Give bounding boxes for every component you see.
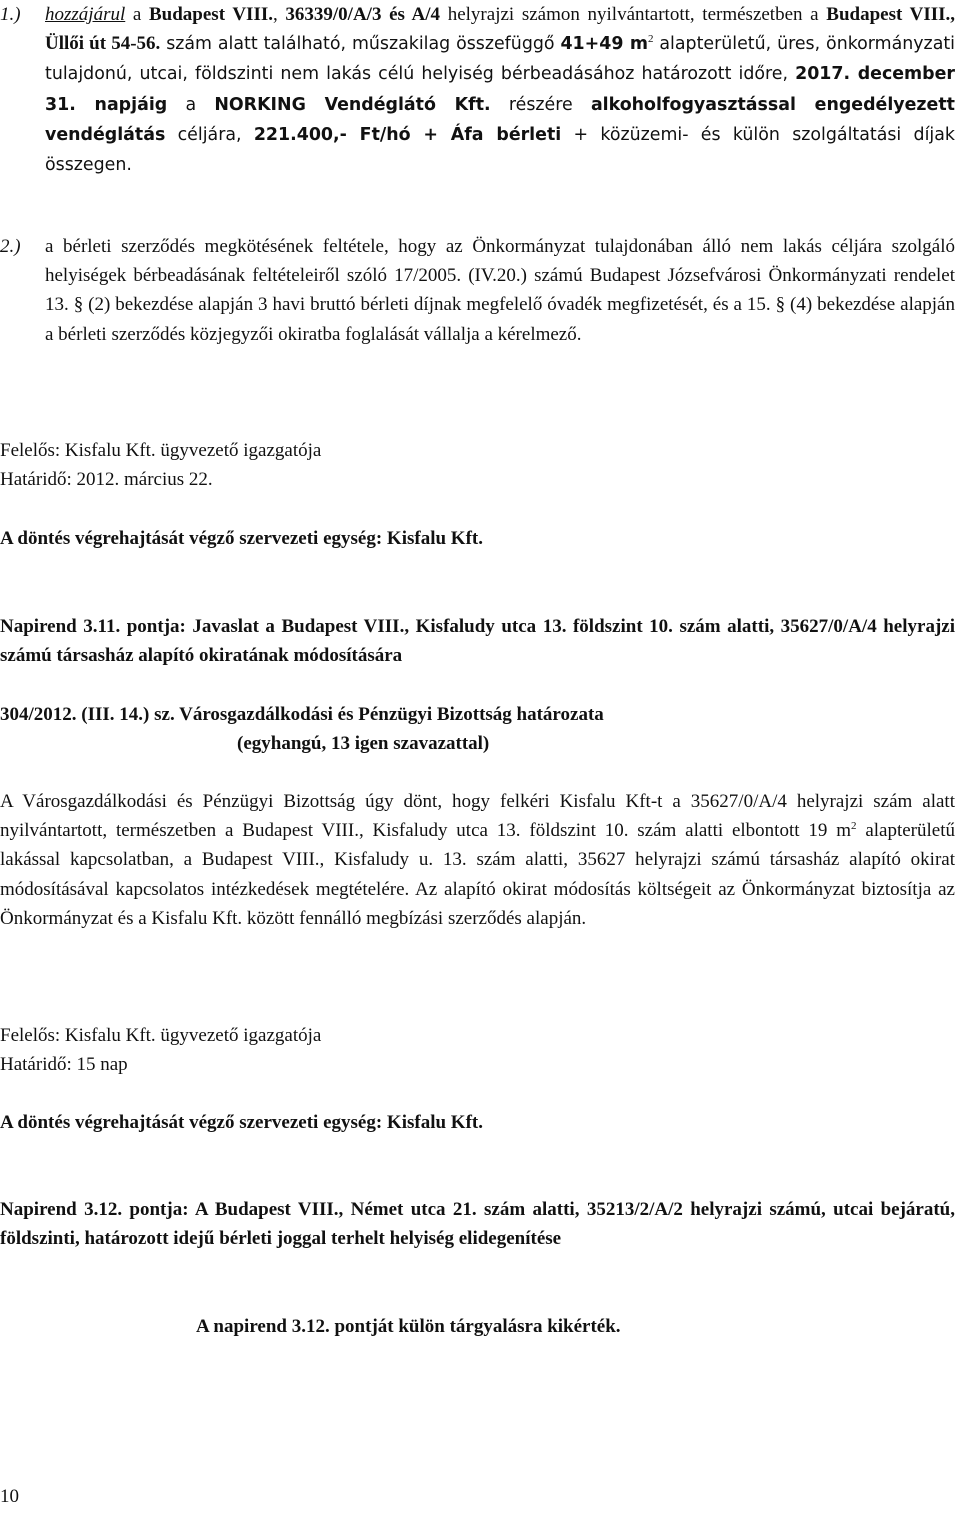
deadline-1: Határidő: 2012. március 22.: [0, 469, 213, 490]
resolution-item-1: [0, 0, 955, 180]
item-1-run: 221.400,- Ft/hó + Áfa bérleti: [253, 124, 562, 145]
superscript: 2: [647, 33, 654, 46]
item-1-number: 1.): [0, 4, 21, 25]
item-1-run: a: [167, 94, 215, 115]
executing-unit-1: A döntés végrehajtását végző szervezeti egység: Kisfalu Kft.: [0, 528, 483, 549]
agenda-3-11-heading: [0, 612, 955, 670]
resolution-title: 304/2012. (III. 14.) sz. Városgazdálkodási és Pénzügyi Bizottság határozata: [0, 704, 604, 725]
resolution-body-text: [0, 787, 955, 933]
resolution-item-2: [0, 232, 955, 349]
item-2-text: a bérleti szerződés megkötésének feltétele, hogy az Önkormányzat tulajdonában álló nem lakás céljára szolgáló helyiségek bérbeadásának feltételeiről szóló 17/2005. (IV.20.) számú Budapest Józsefvárosi Önkormányzati rendelet 13. § (2) bekezdése alapján 3 havi bruttó bérleti díjnak megfelelő óvadék megfizetését, és a 15. § (4) bekezdése alapján a bérleti szerződés közjegyzői okiratba foglalását vállalja a kérelmező.: [45, 236, 955, 345]
item-1-run: Budapest VIII., Üllői út 54-56.: [45, 4, 956, 55]
item-1-run: Budapest VIII.: [149, 4, 273, 25]
item-1-run: NORKING Vendéglátó Kft.: [214, 94, 491, 115]
item-2-paragraph: [0, 232, 955, 349]
body-part-b: alapterületű lakással kapcsolatban, a Budapest VIII., Kisfaludy u. 13. szám alatti, 35627 helyrajzi számú társasház alapító okirat módosításával kapcsolatos intézkedések megtételére. Az alapító okirat módosítás költségeit az Önkormányzat biztosítja az Önkormányzat és a Kisfalu Kft. között fennálló megbízási szerződés alapján.: [0, 820, 955, 929]
item-1-run: hozzájárul: [45, 4, 126, 25]
item-1-run: ,: [273, 4, 286, 25]
agenda-3-12-text: Napirend 3.12. pontja: A Budapest VIII., Német utca 21. szám alatti, 35213/2/A/2 helyrajzi számú, utcai bejáratú, földszinti, határozott idejű bérleti joggal terhelt helyiség elidegenítése: [0, 1199, 955, 1250]
executing-unit-2: A döntés végrehajtását végző szervezeti egység: Kisfalu Kft.: [0, 1112, 483, 1133]
agenda-3-11-text: Napirend 3.11. pontja: Javaslat a Budapest VIII., Kisfaludy utca 13. földszint 10. szám alatti, 35627/0/A/4 helyrajzi számú társasház alapító okiratának módosítására: [0, 616, 955, 667]
resolution-body: [0, 787, 955, 933]
item-1-run: alapterületű, üres, önkormányzati tulajdonú, utcai, földszinti nem lakás célú helyiség bérbeadásához határozott időre,: [45, 34, 955, 85]
agenda-3-12-heading: [0, 1195, 955, 1253]
deadline-2: Határidő: 15 nap: [0, 1054, 128, 1075]
item-1-run: a: [125, 4, 149, 25]
responsible-1: Felelős: Kisfalu Kft. ügyvezető igazgatója: [0, 440, 322, 461]
item-1-run: 41+49 m: [560, 34, 648, 55]
item-1-run: alkoholfogyasztással engedélyezett vendéglátás: [45, 94, 955, 145]
item-1-run: 36339/0/A/3 és A/4: [285, 4, 441, 25]
item-1-run: szám alatt található, műszakilag összefüggő: [160, 34, 561, 55]
superscript: 2: [850, 820, 857, 833]
item-2-number: 2.): [0, 236, 21, 257]
body-part-a: A Városgazdálkodási és Pénzügyi Bizottság úgy dönt, hogy felkéri Kisfalu Kft-t a 35627/0/A/4 helyrajzi szám alatt nyilvántartott, természetben a Budapest VIII., Kisfaludy utca 13. földszint 10. szám alatti elbontott 19 m: [0, 791, 955, 842]
vote-result: (egyhangú, 13 igen szavazattal): [237, 733, 490, 754]
item-1-paragraph: [0, 0, 955, 180]
item-1-run: részére: [490, 94, 591, 115]
item-1-run: helyrajzi számon nyilvántartott, természetben a: [440, 4, 827, 25]
separate-discussion-note: A napirend 3.12. pontját külön tárgyalásra kikérték.: [196, 1316, 621, 1337]
page-number: 10: [0, 1486, 19, 1507]
item-1-run: 2017. december 31. napjáig: [45, 64, 955, 115]
item-1-run: + közüzemi- és külön szolgáltatási díjak összegen.: [45, 124, 955, 176]
responsible-2: Felelős: Kisfalu Kft. ügyvezető igazgatója: [0, 1025, 322, 1046]
item-1-run: céljára,: [165, 124, 254, 145]
